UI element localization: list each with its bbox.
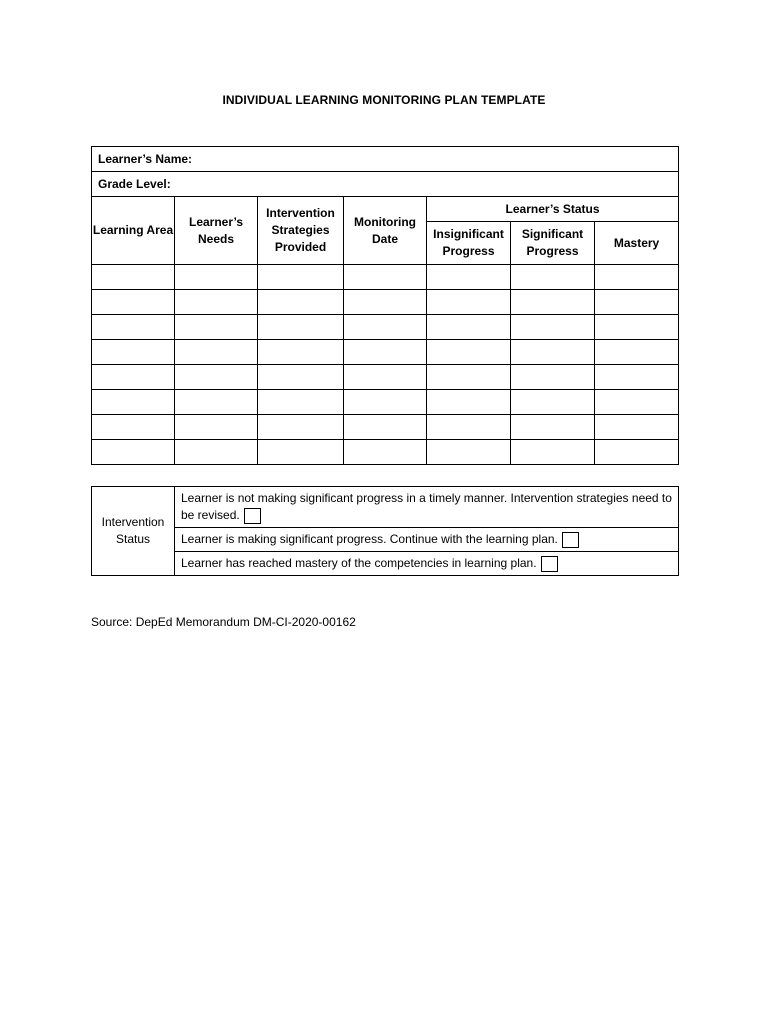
table-cell[interactable] [344,390,427,415]
grade-level-label: Grade Level: [98,177,171,191]
header-learners-status: Learner’s Status [427,197,679,222]
table-cell[interactable] [92,315,175,340]
table-cell[interactable] [92,365,175,390]
table-cell[interactable] [511,365,595,390]
table-cell[interactable] [511,390,595,415]
table-row [92,265,679,290]
table-cell[interactable] [175,315,258,340]
table-cell[interactable] [92,415,175,440]
table-cell[interactable] [258,365,344,390]
table-row [92,365,679,390]
table-cell[interactable] [92,265,175,290]
table-cell[interactable] [595,390,679,415]
table-cell[interactable] [175,440,258,465]
status-option-continue [175,528,679,552]
status-row-1 [92,487,679,528]
table-row [92,440,679,465]
table-cell[interactable] [92,440,175,465]
table-cell[interactable] [258,265,344,290]
table-cell[interactable] [258,290,344,315]
table-cell[interactable] [595,440,679,465]
status-option-text: Learner is making significant progress. Continue with the learning plan. [181,532,558,546]
table-cell[interactable] [258,390,344,415]
table-cell[interactable] [595,415,679,440]
header-significant-progress: Significant Progress [511,222,595,265]
header-row-top [92,197,679,222]
table-cell[interactable] [427,265,511,290]
table-cell[interactable] [511,265,595,290]
table-cell[interactable] [427,365,511,390]
table-cell[interactable] [595,315,679,340]
status-row-3 [92,552,679,576]
table-row [92,415,679,440]
page-title: INDIVIDUAL LEARNING MONITORING PLAN TEMPLATE [222,93,546,107]
status-option-text: Learner has reached mastery of the competencies in learning plan. [181,556,537,570]
table-row [92,390,679,415]
table-cell[interactable] [92,340,175,365]
revise-checkbox[interactable] [244,508,261,524]
intervention-status-table [91,486,679,576]
table-row [92,340,679,365]
header-learners-needs: Learner’s Needs [175,197,258,265]
grade-level-cell[interactable] [92,172,679,197]
table-cell[interactable] [344,265,427,290]
table-cell[interactable] [511,440,595,465]
learner-name-cell[interactable] [92,147,679,172]
intervention-status-label: Intervention Status [92,487,175,576]
table-cell[interactable] [258,315,344,340]
table-cell[interactable] [92,290,175,315]
table-cell[interactable] [595,290,679,315]
table-cell[interactable] [344,440,427,465]
learner-name-row [92,147,679,172]
header-intervention-strategies: Intervention Strategies Provided [258,197,344,265]
table-cell[interactable] [175,365,258,390]
status-row-2 [92,528,679,552]
table-cell[interactable] [595,265,679,290]
table-cell[interactable] [258,415,344,440]
source-note: Source: DepEd Memorandum DM-CI-2020-00162 [91,615,356,629]
table-cell[interactable] [344,365,427,390]
status-option-text: Learner is not making significant progress in a timely manner. Intervention strategies need to be revised. [181,491,672,522]
header-mastery: Mastery [595,222,679,265]
status-option-mastery [175,552,679,576]
grade-level-row [92,172,679,197]
table-cell[interactable] [92,390,175,415]
header-learning-area: Learning Area [92,197,175,265]
mastery-checkbox[interactable] [541,556,558,572]
table-cell[interactable] [344,415,427,440]
header-insignificant-progress: Insignificant Progress [427,222,511,265]
table-row [92,315,679,340]
table-cell[interactable] [258,340,344,365]
continue-checkbox[interactable] [562,532,579,548]
table-cell[interactable] [344,340,427,365]
status-option-revise [175,487,679,528]
table-cell[interactable] [511,315,595,340]
table-cell[interactable] [595,365,679,390]
learning-monitoring-table [91,146,679,465]
table-cell[interactable] [175,265,258,290]
table-cell[interactable] [258,440,344,465]
table-cell[interactable] [427,415,511,440]
header-monitoring-date: Monitoring Date [344,197,427,265]
table-cell[interactable] [344,315,427,340]
table-cell[interactable] [175,415,258,440]
table-cell[interactable] [511,290,595,315]
learner-name-label: Learner’s Name: [98,152,193,166]
table-cell[interactable] [427,340,511,365]
table-cell[interactable] [344,290,427,315]
table-cell[interactable] [427,440,511,465]
table-row [92,290,679,315]
table-cell[interactable] [175,340,258,365]
table-body [92,265,679,465]
table-cell[interactable] [175,390,258,415]
table-cell[interactable] [427,315,511,340]
table-cell[interactable] [511,340,595,365]
table-cell[interactable] [427,290,511,315]
table-cell[interactable] [427,390,511,415]
table-cell[interactable] [595,340,679,365]
table-cell[interactable] [511,415,595,440]
table-cell[interactable] [175,290,258,315]
